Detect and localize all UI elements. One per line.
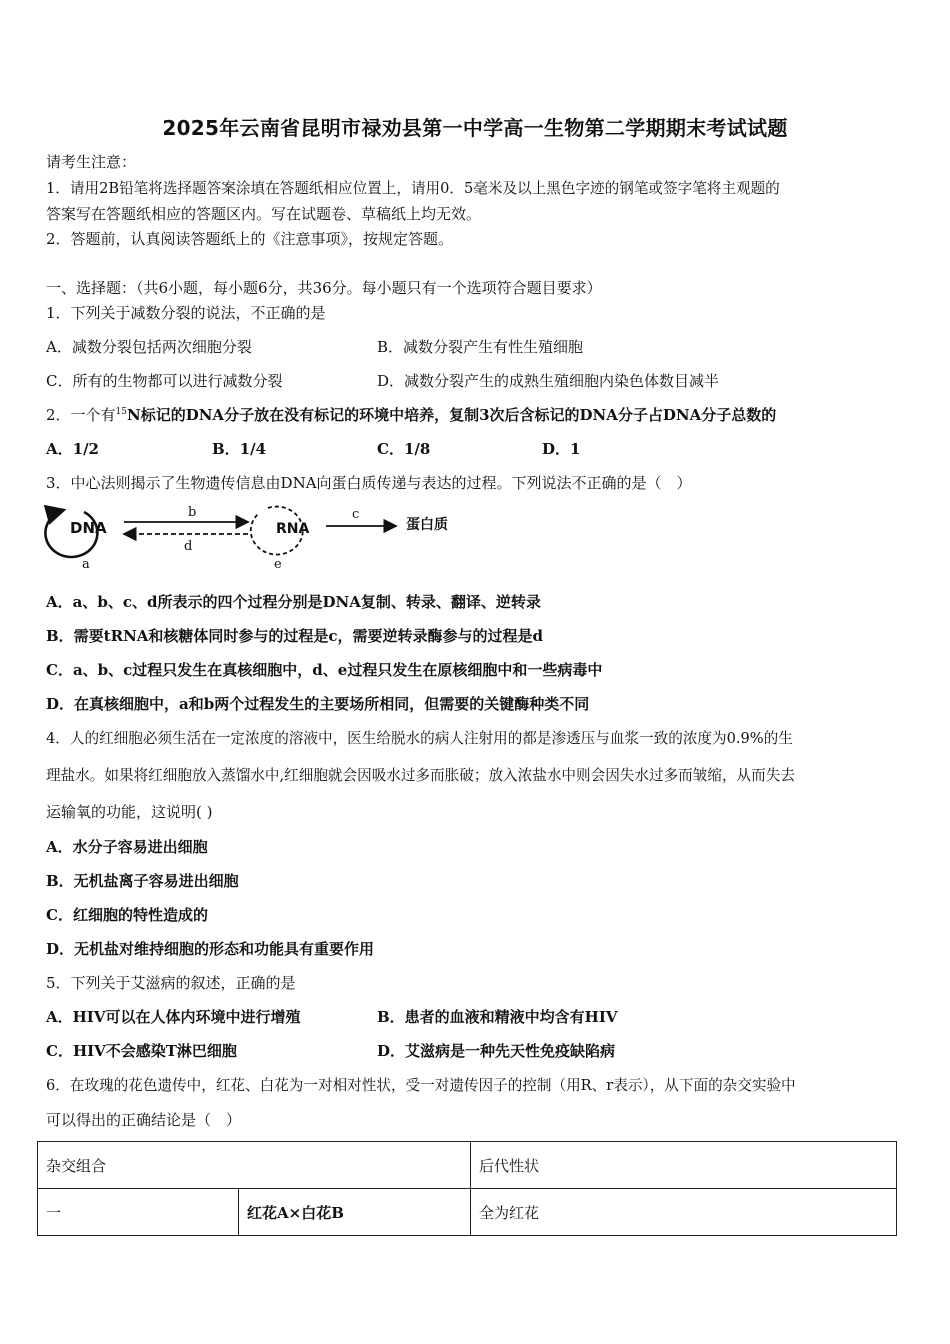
section-heading: 一、选择题：（共6小题，每小题6分，共36分。每小题只有一个选项符合题目要求） (46, 279, 602, 297)
label-b: b (188, 505, 197, 520)
q2-option-d: D．1 (542, 440, 581, 458)
header-cross-combination: 杂交组合 (38, 1142, 471, 1189)
q2-isotope-superscript: 15 (115, 407, 127, 417)
q5-option-d: D．艾滋病是一种先天性免疫缺陷病 (377, 1042, 616, 1060)
header-offspring-trait: 后代性状 (471, 1142, 897, 1189)
notice-line-1a: 1．请用2B铅笔将选择题答案涂填在答题纸相应位置上，请用0．5毫米及以上黑色字迹的钢笔或签字笔将主观题的 (46, 180, 780, 197)
q1-option-c: C．所有的生物都可以进行减数分裂 (46, 372, 283, 390)
q2-stem (46, 404, 776, 425)
dna-label: DNA (70, 519, 107, 537)
rna-label: RNA (276, 521, 310, 537)
q4-option-b: B．无机盐离子容易进出细胞 (46, 872, 239, 890)
q5-option-a: A．HIV可以在人体内环境中进行增殖 (46, 1008, 301, 1026)
row-1-id: 一 (38, 1189, 239, 1236)
protein-label: 蛋白质 (406, 517, 448, 533)
q3-stem: 3．中心法则揭示了生物遗传信息由DNA向蛋白质传递与表达的过程。下列说法不正确的是（ ） (46, 474, 692, 492)
table-header-row (38, 1142, 897, 1189)
cross-table (37, 1141, 897, 1236)
q6-line-1: 6．在玫瑰的花色遗传中，红花、白花为一对相对性状，受一对遗传因子的控制（用R、r表示），从下面的杂交实验中 (46, 1077, 796, 1094)
q5-stem: 5．下列关于艾滋病的叙述，正确的是 (46, 974, 296, 992)
table-row (38, 1189, 897, 1236)
q2-option-c: C．1/8 (377, 440, 431, 458)
central-dogma-diagram (40, 500, 480, 576)
q3-option-c: C．a、b、c过程只发生在真核细胞中，d、e过程只发生在原核细胞中和一些病毒中 (46, 661, 603, 679)
notice-line-2: 2．答题前，认真阅读答题纸上的《注意事项》，按规定答题。 (46, 230, 454, 248)
q6-line-2: 可以得出的正确结论是（ ） (46, 1111, 242, 1129)
q2-option-b: B．1/4 (212, 440, 267, 458)
q4-line-2: 理盐水。如果将红细胞放入蒸馏水中,红细胞就会因吸水过多而胀破；放入浓盐水中则会因失水过多而皱缩，从而失去 (46, 767, 795, 784)
q2-stem-post: N标记的DNA分子放在没有标记的环境中培养，复制3次后含标记的DNA分子占DNA分子总数的 (127, 406, 777, 424)
q1-stem: 1．下列关于减数分裂的说法，不正确的是 (46, 304, 326, 322)
q4-line-3: 运输氧的功能，这说明( ) (46, 803, 213, 821)
q1-option-d: D．减数分裂产生的成熟生殖细胞内染色体数目减半 (377, 372, 720, 390)
row-1-cross: 红花A×白花B (239, 1189, 471, 1236)
q5-option-c: C．HIV不会感染T淋巴细胞 (46, 1042, 237, 1060)
label-d: d (184, 539, 193, 554)
q3-option-b: B．需要tRNA和核糖体同时参与的过程是c，需要逆转录酶参与的过程是d (46, 627, 544, 645)
label-c: c (352, 507, 360, 522)
q2-stem-pre: 2．一个有 (46, 406, 116, 424)
q1-option-a: A．减数分裂包括两次细胞分裂 (46, 338, 252, 356)
label-a: a (82, 557, 90, 572)
q3-option-d: D．在真核细胞中，a和b两个过程发生的主要场所相同，但需要的关键酶种类不同 (46, 695, 590, 713)
q2-option-a: A．1/2 (46, 440, 99, 458)
q5-option-b: B．患者的血液和精液中均含有HIV (377, 1008, 618, 1026)
q4-option-d: D．无机盐对维持细胞的形态和功能具有重要作用 (46, 940, 375, 958)
row-1-result: 全为红花 (471, 1189, 897, 1236)
q3-option-a: A．a、b、c、d所表示的四个过程分别是DNA复制、转录、翻译、逆转录 (46, 593, 541, 611)
page-title: 2025年云南省昆明市禄劝县第一中学高一生物第二学期期末考试试题 (162, 116, 788, 140)
q4-option-a: A．水分子容易进出细胞 (46, 838, 208, 856)
label-e: e (274, 557, 282, 572)
notice-line-1b: 答案写在答题纸相应的答题区内。写在试题卷、草稿纸上均无效。 (46, 205, 482, 223)
q1-option-b: B．减数分裂产生有性生殖细胞 (377, 338, 584, 356)
notice-heading: 请考生注意： (46, 153, 137, 171)
q4-option-c: C．红细胞的特性造成的 (46, 906, 208, 924)
q4-line-1: 4．人的红细胞必须生活在一定浓度的溶液中，医生给脱水的病人注射用的都是渗透压与血浆一致的浓度为0.9%的生 (46, 730, 793, 747)
